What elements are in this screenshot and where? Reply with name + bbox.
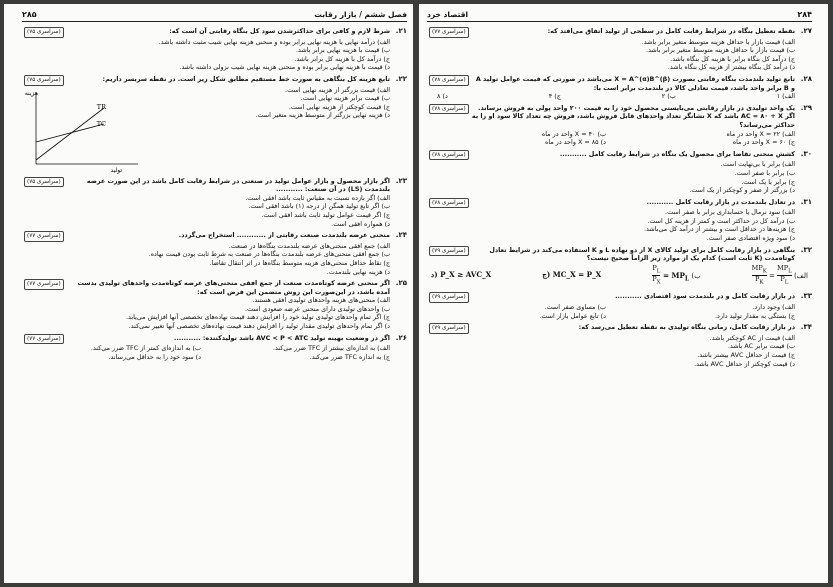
- option: الف) سود نرمال یا حسابداری برابر با صفر است.: [665, 208, 795, 217]
- header-title: فصل ششم / بازار رقابت: [314, 10, 407, 19]
- option: ب) قیمت برابر AC باشد.: [727, 342, 795, 351]
- math-option-alef: الف) $\frac{MP_L}{P_L}$ = $\frac{MP_K}{P_K}$: [751, 263, 808, 286]
- option: ب) قیمت با هزینه نهایی برابر باشد.: [295, 46, 390, 55]
- question-text: تابع هزینه کل بنگاهی به صورت خط مستقیم مطابق شکل زیر است. در نقطه سربسر داریم:: [102, 74, 390, 83]
- option: ج) اگر تمام واحدهای تولیدی تولید خود را افزایش دهند قیمت نهاده‌های تخصصی آنها افزایش می‌یابد.: [125, 313, 390, 322]
- question-text: اگر منحنی عرضه کوتاه‌مدت صنعت از جمع افقی منحنی‌های عرضه کوتاه‌مدت واحدهای تولیدی بدست آمده باشد، در این‌صورت این روش متضمن این فرض است که:: [77, 279, 390, 296]
- question-number: ۳۰.: [800, 149, 812, 158]
- option: الف) ۱: [776, 92, 795, 101]
- question-26: [22, 334, 407, 362]
- option: الف) X = ۲۲ واحد در ماه: [726, 129, 795, 138]
- question-number: ۲۹.: [800, 103, 812, 112]
- question-text: یک واحد تولیدی در بازار رقابتی می‌بایستی محصول خود را به قیمت ۲۰۰ واحد پولی به فروش برساند. اگر AC = ۸۰ + X باشد که X نشانگر تعداد واحدهای قابل فروش باشد، فروش چه تعداد کالا سود او را به حداکثر می‌رساند؟: [471, 103, 795, 129]
- source-badge: (سراسری ۷۵): [24, 75, 64, 86]
- question-text: کشش منحنی تقاضا برای محصول یک بنگاه در شرایط رقابت کامل ...........: [559, 149, 795, 158]
- source-badge: (سراسری ۷۷): [24, 279, 64, 290]
- question-text: شرط لازم و کافی برای حداکثرشدن سود کل بنگاه رقابتی آن است که:: [169, 27, 390, 35]
- source-badge: (سراسری ۷۷): [24, 231, 64, 242]
- option: الف) به اندازه‌ای بیشتر از TFC ضرر می‌کند.: [272, 344, 390, 353]
- option: ب) X = ۴۰ واحد در ماه: [541, 129, 606, 138]
- math-option-jim: ج) MC_X = P_X: [542, 270, 602, 280]
- question-text: نقطه تعطیل بنگاه در شرایط رقابت کامل در سطحی از تولید اتفاق می‌افتد که:: [547, 27, 795, 35]
- question-number: ۲۳.: [395, 176, 407, 185]
- question-number: ۲۵.: [395, 279, 407, 288]
- book-spread: [4, 4, 829, 583]
- question-text: منحنی عرضه بلندمدت صنعت رقابتی از ............ استخراج می‌گردد.: [178, 231, 390, 240]
- option: الف) وجود دارد.: [752, 303, 795, 312]
- question-30: [427, 150, 812, 195]
- question-number: ۲۱.: [395, 27, 407, 35]
- option: ب) قیمت بازار با حداقل هزینه متوسط متغیر برابر باشد.: [646, 46, 795, 55]
- option: الف) قیمت بزرگتر از هزینه نهایی است.: [285, 85, 390, 94]
- right-page: [419, 4, 828, 583]
- option: د) قیمت کوچکتر از حداقل AVC باشد.: [694, 359, 795, 368]
- question-number: ۳۲.: [800, 245, 812, 254]
- y-axis-label: هزینه: [24, 89, 38, 97]
- question-text: در بازار رقابت کامل و در بلندمدت سود اقتصادی ...........: [615, 292, 795, 301]
- page-header: [427, 10, 812, 22]
- question-text: در بازار رقابت کامل، زمانی بنگاه تولیدی به نقطه تعطیل می‌رسد که:: [578, 323, 795, 332]
- option: ج) قیمت از حداقل AVC بیشتر باشد.: [697, 351, 795, 359]
- tr-label: TR: [96, 102, 106, 111]
- source-badge: (سراسری ۷۹): [429, 323, 469, 334]
- option: ب) برابر با صفر است.: [734, 168, 795, 177]
- question-33: [427, 292, 812, 320]
- question-31: [427, 198, 812, 243]
- source-badge: (سراسری ۷۸): [429, 104, 469, 115]
- option: د) تابع عوامل بازار است.: [539, 311, 606, 320]
- option: ج) نقاط حداقل منحنی‌های هزینه متوسط بنگاه‌ها در اثر انتقال تقاضا.: [209, 258, 390, 267]
- option: د) ۸: [437, 92, 448, 101]
- option: الف) قیمت بازار با حداقل هزینه متوسط متغیر برابر باشد.: [641, 37, 795, 46]
- question-29: [427, 104, 812, 147]
- option: ج) هزینه‌ها در حداقل است و بیشتر از درآمد کل می‌باشد.: [644, 225, 795, 234]
- question-32: [427, 246, 812, 290]
- page-number: ۲۸۵: [22, 10, 37, 19]
- option: د) X = ۸۵ واحد در ماه: [545, 138, 606, 147]
- option: ب) به اندازه‌ای کمتر از TFC ضرر می‌کند.: [90, 344, 201, 353]
- option: د) قیمت با هزینه نهایی برابر بوده و منحنی هزینه نهایی شیب نزولی داشته باشد.: [179, 63, 390, 72]
- option: الف) اگر بازده نسبت به مقیاس ثابت باشد افقی است.: [245, 193, 390, 202]
- question-28: [427, 75, 812, 101]
- source-badge: (سراسری ۷۹): [429, 292, 469, 303]
- option: الف) درآمد نهایی با هزینه نهایی برابر بوده و منحنی هزینه نهایی شیب مثبت داشته باشد.: [158, 37, 390, 46]
- question-21: [22, 27, 407, 72]
- option: ج) X = ۶۰ واحد در ماه: [732, 138, 795, 147]
- question-number: ۳۴.: [800, 323, 812, 332]
- source-badge: (سراسری ۷۸): [429, 75, 469, 86]
- option: الف) جمع افقی منحنی‌های عرضه بلندمدت بنگاه‌ها در صنعت.: [228, 241, 390, 250]
- question-number: ۲۸.: [800, 74, 812, 83]
- source-badge: (سراسری ۷۵): [24, 177, 64, 188]
- question-24: [22, 231, 407, 276]
- option: د) همواره افقی است.: [331, 219, 390, 228]
- option: ج) درآمد کل با هزینه کل برابر باشد.: [294, 54, 390, 63]
- page-header: [22, 10, 407, 22]
- source-badge: (سراسری ۷۹): [429, 246, 469, 257]
- question-text: اگر بازار محصول و بازار عوامل تولید در صنعتی در شرایط رقابت کامل باشد در این صورت عرضه بلندمدت (LS) در آن صنعت: ...........: [86, 176, 390, 194]
- option: د) هزینه نهایی بلندمدت.: [326, 267, 390, 276]
- x-axis-label: تولید: [110, 166, 122, 174]
- math-options: [427, 263, 812, 290]
- source-badge: (سراسری ۷۵): [24, 27, 64, 38]
- option: د) سود خود را به حداقل می‌رساند.: [108, 352, 201, 361]
- left-page: [4, 4, 413, 583]
- tc-line: [36, 124, 104, 142]
- header-title: اقتصاد خرد: [427, 10, 469, 19]
- source-badge: (سراسری ۷۷): [429, 27, 469, 38]
- math-option-dal: د) P_X ≥ AVC_X: [431, 270, 492, 280]
- option: ب) مساوی صفر است.: [544, 303, 606, 312]
- question-text: تابع تولید بلندمدت بنگاه رقابتی بصورت X = A^(α)B^(β) می‌باشد در صورتی که قیمت عوامل تولید A و B برابر واحد باشد، قیمت تعادلی کالا در بلندمدت برابر است با:: [475, 74, 795, 92]
- question-number: ۲۲.: [395, 74, 407, 83]
- fraction-mpl-pl: $\frac{MP_L}{P_L}$: [777, 263, 792, 286]
- option: ب) جمع افقی منحنی‌های عرضه بلندمدت بنگاه‌ها در صنعت به شرط ثابت بودن قیمت نهاده.: [148, 250, 390, 259]
- question-34: [427, 323, 812, 368]
- source-badge: (سراسری ۷۸): [429, 150, 469, 161]
- option: الف) برابر با بی‌نهایت است.: [720, 160, 795, 169]
- question-number: ۳۳.: [800, 292, 812, 301]
- option: ب) ۲: [661, 92, 676, 101]
- option: د) اگر تمام واحدهای تولیدی مقدار تولید را افزایش دهند قیمت نهاده‌های تخصصی آنها تغییر نمی‌کند.: [128, 322, 390, 331]
- option: الف) منحنی‌های هزینه واحدهای تولیدی افقی هستند.: [252, 296, 390, 305]
- option: ج) ۴: [548, 92, 561, 101]
- fraction-pl-px: $\frac{P_L}{P_X}$: [652, 263, 661, 286]
- option: ج) قیمت کوچکتر از هزینه نهایی است.: [288, 102, 390, 111]
- question-number: ۲۷.: [800, 27, 812, 35]
- question-25: [22, 279, 407, 331]
- question-text: بنگاهی در بازار رقابت کامل برای تولید کالای X از دو نهاده L و K استفاده می‌کند در شرایط تعادل کوتاه‌مدت (K ثابت است) کدام یک از موارد زیر الزاماً صحیح نیست؟: [489, 245, 795, 263]
- option: د) درآمد کل بنگاه بیشتر از هزینه کل بنگاه باشد.: [667, 63, 795, 72]
- tr-line: [36, 108, 104, 160]
- option: ب) واحدهای تولیدی دارای منحنی عرضه صعودی است.: [244, 304, 390, 313]
- option: ج) به اندازه TFC ضرر می‌کند.: [309, 352, 390, 361]
- fraction-mpk-pk: $\frac{MP_K}{P_K}$: [751, 263, 767, 286]
- tc-label: TC: [96, 119, 106, 128]
- question-23: [22, 177, 407, 229]
- question-text: اگر در وضعیت بهینه تولید AVC < P < ATC باشد تولیدکننده: ...........: [173, 333, 390, 342]
- option: د) بزرگتر از صفر و کوچکتر از یک است.: [689, 186, 795, 195]
- option: ج) بستگی به مقدار تولید دارد.: [714, 311, 795, 320]
- question-22: [22, 75, 407, 174]
- question-27: [427, 27, 812, 72]
- math-option-be: ب) $MP_L$ = $\frac{P_L}{P_X}$: [652, 263, 701, 286]
- option: ج) درآمد کل بنگاه برابر با هزینه کل بنگاه باشد.: [670, 54, 795, 63]
- option: ب) درآمد کل در حداکثر است و کمتر از هزینه کل است.: [647, 216, 795, 225]
- question-text: در تعادل بلندمدت در بازار رقابت کامل ...........: [646, 197, 795, 206]
- question-number: ۳۱.: [800, 197, 812, 206]
- source-badge: (سراسری ۷۷): [24, 334, 64, 345]
- option: ج) برابر با یک است.: [741, 177, 795, 186]
- question-number: ۲۴.: [395, 231, 407, 240]
- option: د) هزینه نهایی بزرگتر از متوسط هزینه متغیر است.: [255, 111, 390, 120]
- option: ب) اگر تابع تولید همگن از درجه (۱) باشد افقی است.: [248, 202, 390, 211]
- question-number: ۲۶.: [395, 333, 407, 342]
- cost-revenue-graph: [22, 86, 150, 174]
- option: د) سود ویژه اقتصادی صفر است.: [706, 234, 795, 243]
- page-number: ۲۸۴: [797, 10, 812, 19]
- option: ج) اگر قیمت عوامل تولید ثابت باشد افقی است.: [261, 210, 390, 219]
- option: الف) قیمت از AC کوچکتر باشد.: [709, 333, 795, 342]
- source-badge: (سراسری ۷۸): [429, 198, 469, 209]
- option: ب) قیمت برابر هزینه نهایی است.: [300, 94, 390, 103]
